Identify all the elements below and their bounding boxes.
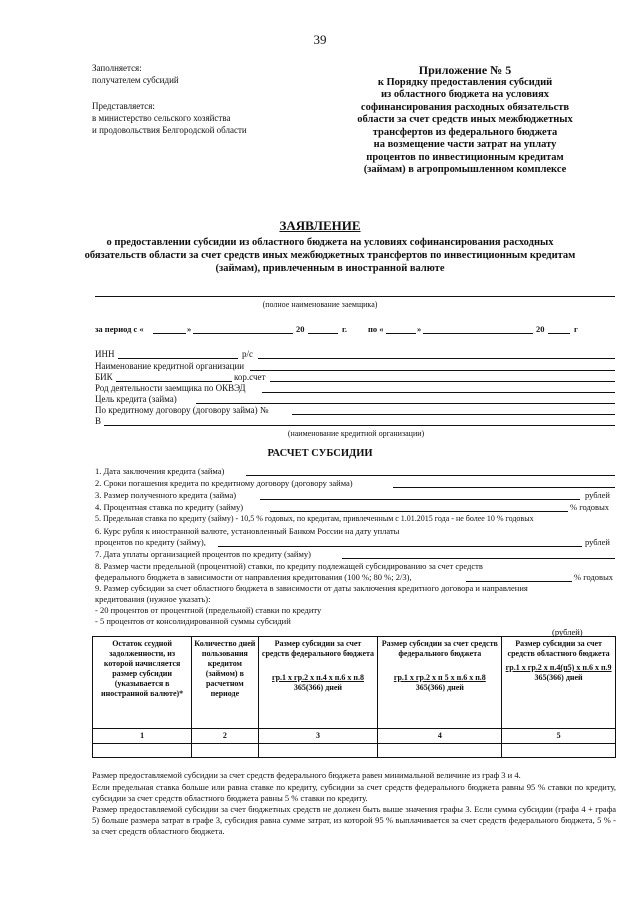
appendix-line: к Порядку предоставления субсидий bbox=[377, 76, 553, 88]
appendix-line: трансфертов из федерального бюджета bbox=[372, 126, 558, 138]
contract-label: По кредитному договору (договору займа) № bbox=[95, 405, 269, 415]
item-3-label: 3. Размер полученного кредита (займа) bbox=[95, 490, 237, 500]
period-year-prefix: 20 bbox=[296, 324, 305, 334]
appendix-line: из областного бюджета на условиях bbox=[380, 89, 550, 100]
okved-field[interactable] bbox=[262, 392, 615, 393]
table-cell-3[interactable] bbox=[258, 744, 378, 758]
item-4-field[interactable] bbox=[270, 511, 568, 512]
item-8-label-cont: федерального бюджета в зависимости от направления кредитования (100 %; 80 %; 2/3), bbox=[95, 572, 412, 582]
inn-label: ИНН bbox=[95, 349, 115, 359]
period-quote: » bbox=[417, 324, 422, 334]
item-8-field[interactable] bbox=[466, 581, 572, 582]
column-number: 1 bbox=[93, 729, 192, 744]
column-number: 5 bbox=[502, 729, 616, 744]
period-from-month-field[interactable] bbox=[193, 333, 293, 334]
bik-label: БИК bbox=[95, 372, 113, 382]
column-number: 3 bbox=[258, 729, 378, 744]
header-col-2: Количество дней пользования кредитом (займом) в расчетном периоде bbox=[192, 637, 258, 729]
period-year-suffix: г. bbox=[342, 324, 348, 334]
section-title: РАСЧЕТ СУБСИДИИ bbox=[267, 448, 373, 459]
document-title: ЗАЯВЛЕНИЕ bbox=[279, 218, 361, 233]
submit-label: Представляется: bbox=[92, 101, 155, 111]
contract-field[interactable] bbox=[292, 414, 615, 415]
bank-caption: (наименование кредитной организации) bbox=[287, 429, 425, 438]
item-1-label: 1. Дата заключения кредита (займа) bbox=[95, 466, 225, 476]
currency-note: (рублей) bbox=[552, 627, 583, 637]
table-cell-2[interactable] bbox=[192, 744, 258, 758]
period-from-year-field[interactable] bbox=[308, 333, 338, 334]
bank-name-label: Наименование кредитной организации bbox=[95, 361, 245, 371]
item-8-unit: % годовых bbox=[574, 572, 614, 582]
period-year-suffix: г bbox=[574, 324, 578, 334]
table-cell-4[interactable] bbox=[378, 744, 502, 758]
bank-name-field[interactable] bbox=[250, 370, 615, 371]
borrower-caption: (полное наименование заемщика) bbox=[262, 300, 378, 309]
item-9-option-1[interactable]: - 20 процентов от процентной (предельной) ставки по кредиту bbox=[95, 605, 322, 615]
formula-col-5: гр.1 х гр.2 х п.4(п5) х п.6 х п.9 bbox=[505, 663, 612, 672]
column-number: 2 bbox=[192, 729, 258, 744]
item-6-unit: рублей bbox=[585, 537, 610, 547]
purpose-field[interactable] bbox=[196, 403, 615, 404]
in-bank-field[interactable] bbox=[104, 425, 615, 426]
item-4-unit: % годовых bbox=[570, 502, 610, 512]
period-year-prefix: 20 bbox=[536, 324, 545, 334]
item-7-label: 7. Дата уплаты организацией процентов по кредиту (займу) bbox=[95, 549, 311, 559]
item-9-label: 9. Размер субсидии за счет областного бюджета в зависимости от даты заключения кредитного договора и направления bbox=[95, 583, 528, 593]
appendix-line: области за счет средств иных межбюджетных bbox=[357, 114, 573, 125]
header-col-1: Остаток ссудной задолженности, из которой начисляется размер субсидии (указывается в иностранной валюте)* bbox=[93, 637, 192, 729]
borrower-name-line[interactable] bbox=[95, 296, 615, 297]
footer-note-2: Если предельная ставка больше или равна ставке по кредиту, субсидии за счет средств федерального бюджета равны 95 % ставки по кредиту, субсидии за счет средств областного бюджета равны 5 % ставки по кредиту. bbox=[92, 782, 616, 803]
item-7-field[interactable] bbox=[342, 558, 615, 559]
item-8-label: 8. Размер части предельной (процентной) ставки, по кредиту подлежащей субсидированию за счет средств bbox=[95, 561, 483, 571]
item-2-label: 2. Сроки погашения кредита по кредитному договору (договору займа) bbox=[95, 478, 353, 488]
appendix-title: Приложение № 5 bbox=[418, 63, 512, 77]
subsidy-table bbox=[92, 636, 616, 758]
in-bank-label: В bbox=[95, 416, 102, 426]
period-from-label: за период с « bbox=[95, 324, 144, 334]
footer-note-1: Размер предоставляемой субсидии за счет средств федерального бюджета равен минимальной величине из граф 3 и 4. bbox=[92, 770, 521, 780]
period-to-year-field[interactable] bbox=[548, 333, 570, 334]
item-3-field[interactable] bbox=[260, 499, 580, 500]
item-9-label-cont: кредитования (нужное указать): bbox=[95, 594, 211, 604]
fill-value: получателем субсидий bbox=[92, 75, 179, 85]
item-3-unit: рублей bbox=[585, 490, 610, 500]
header-col-4: Размер субсидии за счет средств федерального бюджета гр.1 х гр.2 х п 5 х п.6 х п.8 365(366) дней bbox=[378, 637, 502, 729]
item-6-label-cont: процентов по кредиту (займу), bbox=[95, 537, 206, 547]
table-cell-5[interactable] bbox=[502, 744, 616, 758]
inn-field[interactable] bbox=[118, 358, 238, 359]
period-quote: » bbox=[187, 324, 192, 334]
item-2-field[interactable] bbox=[393, 487, 615, 488]
appendix-line: процентов по инвестиционным кредитам bbox=[366, 151, 564, 163]
item-1-field[interactable] bbox=[246, 475, 615, 476]
days-col-4: 365(366) дней bbox=[415, 683, 464, 692]
header-col-3: Размер субсидии за счет средств федерального бюджета гр.1 х гр.2 х п.4 х п.6 х п.8 365(366) дней bbox=[258, 637, 378, 729]
footer-note-3: Размер предоставляемой субсидии за счет бюджетных средств не должен быть выше значения графы 3. Если сумма субсидии (графа 4 + графа 5) больше размера затрат в графе 3, субсидия равна сумме затрат, из которой 95 % выплачивается за счет средств федерального бюджета, 5 % - за счет средств областного бюджета. bbox=[92, 804, 616, 836]
item-6-label: 6. Курс рубля к иностранной валюте, установленный Банком России на дату уплаты bbox=[95, 526, 400, 536]
kor-field[interactable] bbox=[270, 381, 615, 382]
submit-line-1: в министерство сельского хозяйства bbox=[92, 113, 231, 123]
rs-label: р/с bbox=[242, 349, 253, 359]
appendix-block bbox=[330, 64, 600, 177]
formula-col-3: гр.1 х гр.2 х п.4 х п.6 х п.8 bbox=[271, 673, 364, 682]
bik-field[interactable] bbox=[116, 381, 232, 382]
period-from-day-field[interactable] bbox=[153, 333, 186, 334]
fill-label: Заполняется: bbox=[92, 63, 142, 73]
purpose-label: Цель кредита (займа) bbox=[95, 394, 177, 404]
period-to-label: по « bbox=[368, 324, 384, 334]
formula-col-4: гр.1 х гр.2 х п 5 х п.6 х п.8 bbox=[393, 673, 486, 682]
period-to-month-field[interactable] bbox=[423, 333, 533, 334]
document-subtitle: о предоставлении субсидии из областного бюджета на условиях софинансирования расходных обязательств области за счет средств иных межбюджетных трансфертов по инвестиционным кредитам (займам), привлеченным в иностранной валюте bbox=[84, 237, 576, 274]
item-6-field[interactable] bbox=[218, 546, 582, 547]
appendix-line: софинансирования расходных обязательств bbox=[360, 101, 570, 113]
rs-field[interactable] bbox=[258, 358, 615, 359]
period-to-day-field[interactable] bbox=[386, 333, 416, 334]
submit-line-2: и продовольствия Белгородской области bbox=[92, 125, 247, 135]
okved-label: Род деятельности заемщика по ОКВЭД bbox=[95, 383, 246, 393]
days-col-3: 365(366) дней bbox=[293, 683, 343, 692]
page-number: 39 bbox=[313, 32, 327, 47]
kor-label: кор.счет bbox=[234, 372, 266, 382]
column-number: 4 bbox=[378, 729, 502, 744]
item-9-option-2[interactable]: - 5 процентов от консолидированной суммы субсидий bbox=[95, 616, 291, 626]
appendix-line: на возмещение части затрат на уплату bbox=[373, 139, 557, 150]
appendix-line: (займам) в агропромышленном комплексе bbox=[363, 164, 567, 175]
item-5-text: 5. Предельная ставка по кредиту (займу) - 10,5 % годовых, по кредитам, привлеченным с 1.01.2015 года - не более 10 % годовых bbox=[95, 514, 534, 523]
days-col-5: 365(366) дней bbox=[534, 673, 583, 682]
table-cell-1[interactable] bbox=[93, 744, 192, 758]
item-4-label: 4. Процентная ставка по кредиту (займу) bbox=[95, 502, 244, 512]
header-col-5: Размер субсидии за счет средств областного бюджета гр.1 х гр.2 х п.4(п5) х п.6 х п.9 365(366) дней bbox=[502, 637, 616, 729]
